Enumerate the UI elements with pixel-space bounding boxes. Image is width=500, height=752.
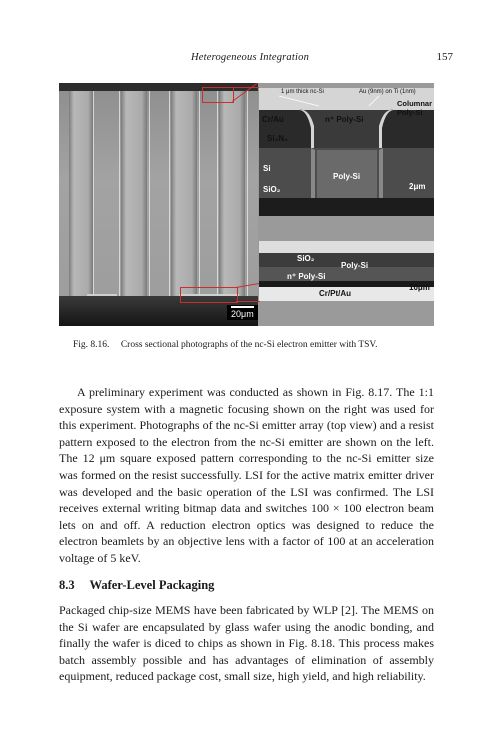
- body-paragraph-1: A preliminary experiment was conducted as shown in Fig. 8.17. The 1:1 exposure system with a magnetic focusing shown on the right was used for this experiment. Photographs of the nc-Si emitter array (top view) and a resist pattern exposed to the electron from the nc-Si emitter are shown on the left. The 12 μm square exposed pattern corresponding to the nc-Si emitter size was formed on the resist successfully. LSI for the active matrix emitter driver was developed and the basic operation of the LSI was confirmed. The LSI receives external writing bitmap data and switches 100 × 100 electron beam lets on and off. A reduction electron optics was designed to reduce the electron beamlets by an objective lens with a factor of 100 at an acceleration voltage of 5 keV.: [59, 385, 434, 565]
- label-si3n4: Si₃N₄: [267, 134, 288, 143]
- section-heading: [59, 578, 214, 593]
- page-number: 157: [436, 51, 453, 63]
- label-si: Si: [263, 164, 271, 173]
- label-columnar-polysi: Columnar Poly-Si: [397, 99, 433, 117]
- sem-inset-bottom: [259, 241, 434, 301]
- scale-bar-20um: 20μm: [227, 305, 258, 320]
- zoom-region-bottom: [180, 287, 238, 303]
- body-paragraph-2: Packaged chip-size MEMS have been fabricated by WLP [2]. The MEMS on the Si wafer are encapsulated by glass wafer using the anodic bonding, and finally the wafer is diced to chips as shown in Fig. 8.18. This process makes batch assembly possible and has advantages of elimination of assembly equipment, reduced package cost, small size, high yield, and high reliability.: [59, 603, 434, 684]
- scale-label-2um: 2μm: [409, 182, 426, 191]
- label-cr-pt-au: Cr/Pt/Au: [319, 289, 351, 298]
- label-au-ti: Au (9nm) on Ti (1nm): [359, 89, 416, 95]
- label-polysi-mid: Poly-Si: [333, 172, 361, 181]
- section-number: 8.3: [59, 578, 75, 592]
- scale-label-10um: 10μm: [409, 283, 430, 292]
- zoom-region-top: [202, 87, 234, 103]
- label-sio2-top: SiO₂: [263, 185, 281, 194]
- cross-section-figure: [59, 83, 434, 326]
- label-cr-au: Cr/Au: [262, 115, 284, 124]
- running-header-title: Heterogeneous Integration: [190, 52, 310, 63]
- label-n-polysi-bottom: n⁺ Poly-Si: [287, 272, 326, 281]
- caption-number: Fig. 8.16.: [73, 340, 110, 350]
- sem-inset-top: [259, 88, 434, 216]
- label-nc-si-thickness: 1 μm thick nc-Si: [281, 89, 324, 95]
- label-n-polysi: n⁺ Poly-Si: [325, 115, 364, 124]
- section-title: Wafer-Level Packaging: [89, 578, 215, 592]
- caption-text: Cross sectional photographs of the nc-Si electron emitter with TSV.: [120, 340, 378, 350]
- label-polysi-bottom: Poly-Si: [341, 261, 369, 270]
- label-sio2-bottom: SiO₂: [297, 254, 315, 263]
- figure-caption: [73, 340, 377, 350]
